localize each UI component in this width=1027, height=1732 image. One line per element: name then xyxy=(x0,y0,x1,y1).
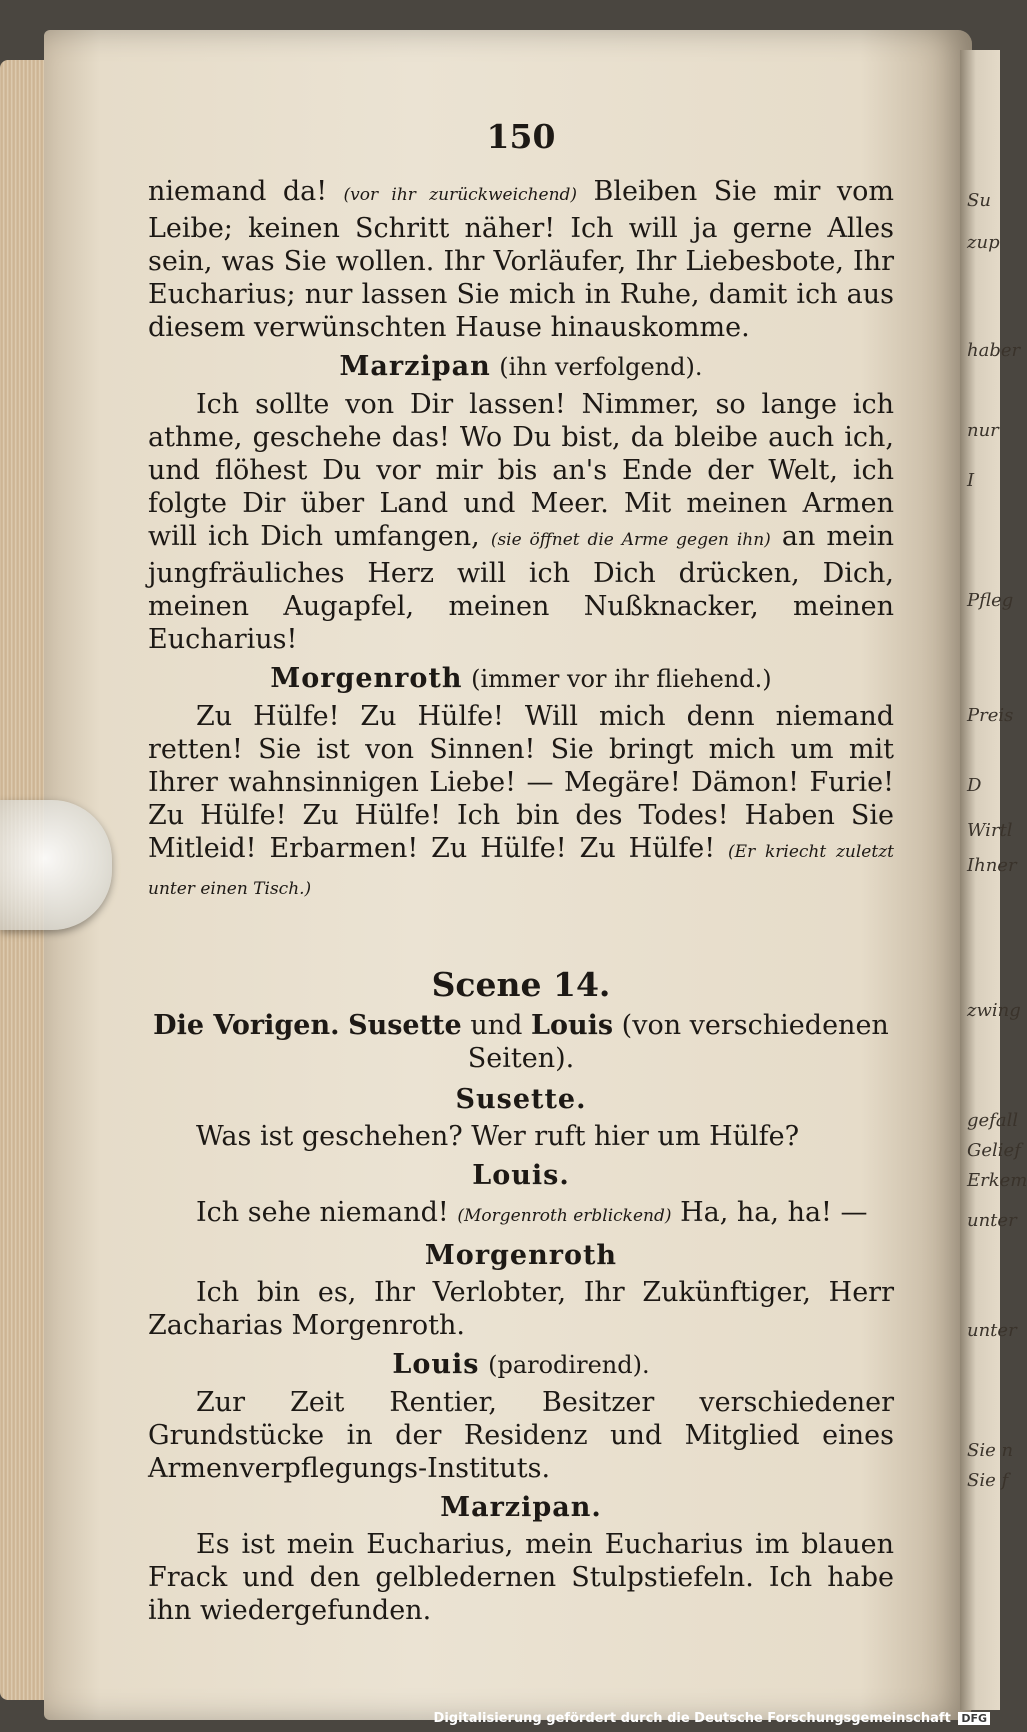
paragraph: Ich bin es, Ihr Verlobter, Ihr Zukünftiger, Herr Zacharias Morgenroth. xyxy=(148,1277,894,1341)
stage-direction: (sie öffnet die Arme gegen ihn) xyxy=(490,530,771,550)
page-number: 150 xyxy=(486,117,556,156)
speaker-name: Morgenroth xyxy=(270,663,463,694)
paragraph xyxy=(148,175,894,344)
facing-page-fragment: Preis xyxy=(967,705,1014,726)
page-clip xyxy=(0,800,112,930)
dialogue-text: Zu Hülfe! Zu Hülfe! Will mich denn niemand retten! Sie ist von Sinnen! Sie bringt mich um mit Ihrer wahnsinnigen Liebe! — Megäre! Dämon! Furie! Zu Hülfe! Zu Hülfe! Ich bin des Todes! Haben Sie Mitleid! Erbarmen! Zu Hülfe! Zu Hülfe! xyxy=(148,701,894,864)
paragraph: Zur Zeit Rentier, Besitzer verschiedener Grundstücke in der Residenz und Mitglied eines Armenverpflegungs-Instituts. xyxy=(148,1387,894,1484)
speaker-heading xyxy=(148,1083,894,1116)
dialogue-text: an mein jungfräuliches Herz will ich Dich drücken, Dich, meinen Augapfel, meinen Nußknacker, meinen Eucharius! xyxy=(148,521,894,655)
stage-direction: (Er kriecht zuletzt unter einen Tisch.) xyxy=(148,842,894,899)
cast-connector: und xyxy=(470,1010,523,1041)
facing-page-fragment: unter xyxy=(967,1210,1017,1231)
paragraph xyxy=(148,700,894,906)
credit-text: Digitalisierung gefördert durch die Deutsche Forschungsgemeinschaft xyxy=(433,1711,951,1726)
cast-line xyxy=(148,1009,894,1075)
facing-page-fragment: I xyxy=(967,470,975,491)
dfg-logo: DFG xyxy=(958,1712,990,1725)
facing-page-fragment: haber xyxy=(967,340,1021,361)
facing-page-fragment: zwing xyxy=(967,1000,1021,1021)
digitization-credit xyxy=(434,1711,990,1726)
speaker-name: Marzipan xyxy=(339,351,491,382)
facing-page-fragment: Wirtl xyxy=(967,820,1013,841)
speaker-name: Marzipan. xyxy=(440,1492,602,1523)
speaker-heading xyxy=(148,1348,894,1382)
dialogue-text: Ich sollte von Dir lassen! Nimmer, so lange ich athme, geschehe das! Wo Du bist, da bleibe auch ich, und flöhest Du vor mir bis an's Ende der Welt, ich folgte Dir über Land und Meer. Mit meinen Armen will ich Dich umfangen, xyxy=(148,389,894,552)
facing-page-fragment: Ihner xyxy=(967,855,1017,876)
facing-page-fragment: Gelief xyxy=(967,1140,1021,1161)
facing-page-fragment: D xyxy=(967,775,982,796)
dialogue-text: Ha, ha, ha! — xyxy=(680,1197,868,1228)
cast-name: Die Vorigen. xyxy=(153,1010,340,1041)
facing-page-fragment: Pfleg xyxy=(967,590,1014,611)
speaker-direction: (ihn verfolgend). xyxy=(499,353,703,381)
scene-heading: Scene 14. xyxy=(431,965,611,1004)
page-text xyxy=(148,117,894,1627)
speaker-heading xyxy=(148,1159,894,1192)
facing-page-fragment: nur xyxy=(967,420,999,441)
cast-name: Louis xyxy=(530,1010,614,1041)
speaker-name: Louis xyxy=(392,1349,480,1380)
facing-page-edge xyxy=(960,50,1027,1710)
paragraph: Was ist geschehen? Wer ruft hier um Hülfe? xyxy=(196,1121,800,1152)
dialogue-text: Ich sehe niemand! xyxy=(196,1197,449,1228)
speaker-heading xyxy=(148,662,894,696)
facing-page-fragment: Sie n xyxy=(967,1440,1014,1461)
facing-page-fragment: zup xyxy=(967,232,1000,253)
paragraph xyxy=(148,388,894,656)
cast-name: Susette xyxy=(348,1010,462,1041)
facing-page-fragment: unter xyxy=(967,1320,1017,1341)
dialogue-text: niemand da! xyxy=(148,176,328,207)
speaker-direction: (immer vor ihr fliehend.) xyxy=(471,665,772,693)
speaker-heading xyxy=(148,1239,894,1272)
paragraph: Es ist mein Eucharius, mein Eucharius im blauen Frack und den gelbledernen Stulpstiefeln. Ich habe ihn wiedergefunden. xyxy=(148,1529,894,1626)
facing-page-fragment: Sie f xyxy=(967,1470,1009,1491)
dialogue-text: Bleiben Sie mir vom Leibe; keinen Schritt näher! Ich will ja gerne Alles sein, was Sie wollen. Ihr Vorläufer, Ihr Liebesbote, Ihr Eucharius; nur lassen Sie mich in Ruhe, damit ich aus diesem verwünschten Hause hinauskomme. xyxy=(148,176,894,343)
facing-page-fragment: gefall xyxy=(967,1110,1019,1131)
speaker-heading xyxy=(148,350,894,384)
speaker-name: Louis. xyxy=(472,1160,570,1191)
speaker-name: Susette. xyxy=(455,1084,587,1115)
stage-direction: (vor ihr zurückweichend) xyxy=(343,185,578,205)
facing-page-fragment: Erkem xyxy=(967,1170,1027,1191)
facing-page-fragment: Su xyxy=(967,190,991,211)
speaker-direction: (parodirend). xyxy=(488,1351,650,1379)
paragraph xyxy=(148,1196,894,1233)
speaker-heading xyxy=(148,1491,894,1524)
speaker-name: Morgenroth xyxy=(424,1240,618,1271)
cast-direction: (von verschiedenen Seiten). xyxy=(467,1010,889,1074)
stage-direction: (Morgenroth erblickend) xyxy=(457,1206,672,1226)
